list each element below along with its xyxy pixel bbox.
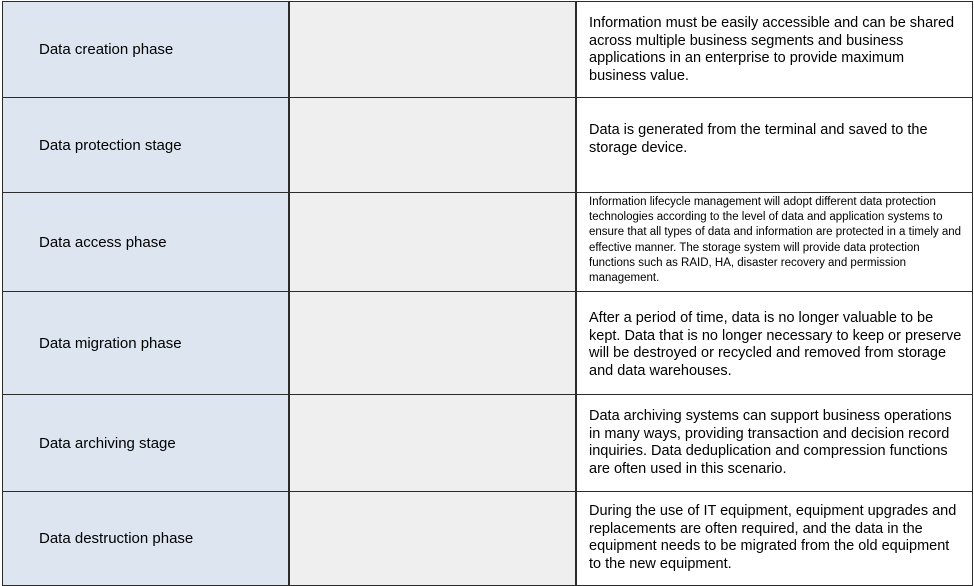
answer-drop-zone[interactable]	[289, 491, 576, 586]
description-text: Data archiving systems can support business operations in many ways, providing transaction and decision record inquiries. Data deduplication and compression functions are often used in this scenario.	[589, 408, 952, 477]
term-cell	[2, 291, 289, 395]
answer-drop-zone[interactable]	[289, 394, 576, 492]
term-label: Data access phase	[39, 233, 167, 251]
term-label: Data creation phase	[39, 41, 174, 58]
table-row	[0, 491, 974, 586]
term-cell	[2, 97, 289, 193]
term-label: Data destruction phase	[39, 530, 194, 547]
description-cell[interactable]	[576, 394, 973, 492]
term-cell	[2, 394, 289, 492]
description-text: Data is generated from the terminal and saved to the storage device.	[589, 122, 928, 156]
answer-drop-zone[interactable]	[289, 192, 576, 292]
term-label: Data archiving stage	[39, 434, 176, 452]
description-text: Information lifecycle management will adopt different data protection technologies according to the level of data and application systems to ensure that all types of data and information are protected in a timely and effective manner. The storage system will provide data protection functions such as RAID, HA, disaster recovery and permission management.	[589, 196, 962, 285]
description-text: Information must be easily accessible and can be shared across multiple business segments and business applications in an enterprise to provide maximum business value.	[589, 15, 955, 84]
description-cell[interactable]	[576, 97, 973, 193]
description-cell[interactable]	[576, 1, 973, 98]
answer-drop-zone[interactable]	[289, 97, 576, 193]
description-cell[interactable]	[576, 192, 973, 292]
term-cell	[2, 491, 289, 586]
term-cell	[2, 192, 289, 292]
term-label: Data migration phase	[39, 334, 182, 352]
description-cell[interactable]	[576, 291, 973, 395]
description-text: After a period of time, data is no longer valuable to be kept. Data that is no longer necessary to keep or preserve will be destroyed or recycled and removed from storage and data warehouses.	[589, 310, 962, 379]
answer-drop-zone[interactable]	[289, 291, 576, 395]
table-row	[0, 97, 974, 193]
term-label: Data protection stage	[39, 136, 182, 154]
description-cell[interactable]	[576, 491, 973, 586]
table-row	[0, 1, 974, 98]
term-cell	[2, 1, 289, 98]
description-text: During the use of IT equipment, equipment upgrades and replacements are often required, and the data in the equipment needs to be migrated from the old equipment to the new equipment.	[589, 503, 957, 572]
table-row	[0, 192, 974, 292]
table-row	[0, 394, 974, 492]
answer-drop-zone[interactable]	[289, 1, 576, 98]
table-row	[0, 291, 974, 395]
